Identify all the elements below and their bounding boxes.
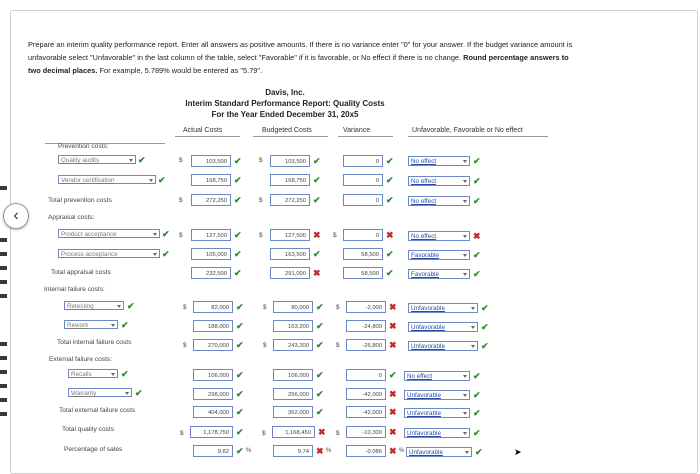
dollar-sign: $ <box>179 157 183 164</box>
sidebar-marker[interactable] <box>0 370 7 374</box>
budgeted-input-warranty[interactable]: 256,000 <box>273 388 313 400</box>
actual-input-product-acceptance[interactable]: 127,500 <box>191 229 231 241</box>
dollar-sign: $ <box>336 304 340 311</box>
effect-dropdown-product-acceptance[interactable] <box>408 231 470 241</box>
effect-dropdown-retesting[interactable] <box>408 303 478 313</box>
actual-input-retesting[interactable]: 82,000 <box>193 301 233 313</box>
internal-label: Internal failure costs: <box>44 286 105 293</box>
check-icon: ✔ <box>236 370 244 380</box>
check-icon: ✔ <box>316 389 324 399</box>
dropdown-label: Vendor certification <box>61 177 115 184</box>
effect-dropdown-percentage[interactable] <box>406 447 472 457</box>
budgeted-input-total-external[interactable]: 362,000 <box>273 406 313 418</box>
percent-sign: % <box>246 448 252 454</box>
appraisal-label: Appraisal costs: <box>48 214 95 221</box>
check-icon: ✔ <box>473 156 481 166</box>
variance-input-product-acceptance[interactable]: 0 <box>343 229 383 241</box>
header-rule <box>253 136 328 137</box>
dropdown-label: Recalls <box>71 371 92 378</box>
sidebar-marker[interactable] <box>0 252 7 256</box>
percent-sign: % <box>326 448 332 454</box>
actual-input-total-prevention[interactable]: 272,250 <box>191 194 231 206</box>
item-dropdown-retesting[interactable] <box>64 301 124 310</box>
variance-input-total-external[interactable]: -42,000 <box>346 406 386 418</box>
actual-input-total-quality[interactable]: 1,178,750 <box>190 426 233 438</box>
effect-label: No effect <box>411 158 437 165</box>
check-icon: ✔ <box>473 371 481 381</box>
effect-label: Unfavorable <box>411 305 445 312</box>
item-dropdown-rework[interactable] <box>64 320 118 329</box>
chevron-down-icon <box>463 254 467 257</box>
cross-icon: ✖ <box>389 427 397 437</box>
chevron-down-icon <box>129 159 133 162</box>
check-icon: ✔ <box>481 322 489 332</box>
budgeted-input-vendor-certification[interactable]: 168,750 <box>270 174 310 186</box>
effect-dropdown-rework[interactable] <box>408 322 478 332</box>
chevron-down-icon <box>465 451 469 454</box>
chevron-down-icon <box>463 375 467 378</box>
sidebar-marker[interactable] <box>0 356 7 360</box>
dropdown-label: Process acceptance <box>61 251 118 258</box>
dollar-sign: $ <box>179 197 183 204</box>
prevention-label: Prevention costs: <box>58 143 109 150</box>
check-icon: ✔ <box>234 268 242 278</box>
check-icon: ✔ <box>473 176 481 186</box>
check-icon: ✔ <box>386 268 394 278</box>
variance-input-retesting[interactable]: -2,000 <box>346 301 386 313</box>
total-quality-label: Total quality costs <box>62 426 115 433</box>
check-icon: ✔ <box>236 302 244 312</box>
dropdown-label: Product acceptance <box>61 231 117 238</box>
effect-label: Unfavorable <box>407 410 441 417</box>
instructions-bold2: two decimal places. <box>28 66 98 75</box>
sidebar-marker[interactable] <box>0 342 7 346</box>
chevron-down-icon <box>463 180 467 183</box>
sidebar-marker[interactable] <box>0 186 7 190</box>
budgeted-input-rework[interactable]: 163,200 <box>273 320 313 332</box>
effect-label: Favorable <box>411 252 440 259</box>
cross-icon: ✖ <box>389 340 397 350</box>
chevron-down-icon <box>111 373 115 376</box>
check-icon: ✔ <box>386 195 394 205</box>
instructions-line2: unfavorable select "Unfavorable" in the last column of the table, select "Favorable" if it is favorable, or No effect if there is no change. <box>28 53 462 62</box>
chevron-down-icon <box>463 394 467 397</box>
col-budgeted-header: Budgeted Costs <box>262 127 312 134</box>
dollar-sign: $ <box>179 232 183 239</box>
check-icon: ✔ <box>316 370 324 380</box>
effect-label: Unfavorable <box>407 392 441 399</box>
variance-input-quality-audits[interactable]: 0 <box>343 155 383 167</box>
actual-input-total-appraisal[interactable]: 232,500 <box>191 267 231 279</box>
effect-label: No effect <box>411 178 437 185</box>
check-icon: ✔ <box>481 341 489 351</box>
effect-label: Unfavorable <box>411 343 445 350</box>
dollar-sign: $ <box>262 430 266 437</box>
chevron-down-icon <box>117 305 121 308</box>
budgeted-input-quality-audits[interactable]: 103,500 <box>270 155 310 167</box>
check-icon: ✔ <box>473 196 481 206</box>
effect-dropdown-vendor-certification[interactable] <box>408 176 470 186</box>
check-icon: ✔ <box>313 195 321 205</box>
report-period: For the Year Ended December 31, 20x5 <box>211 110 359 119</box>
dropdown-label: Retesting <box>67 303 94 310</box>
actual-input-total-external[interactable]: 404,000 <box>193 406 233 418</box>
effect-dropdown-total-appraisal[interactable] <box>408 269 470 279</box>
check-icon: ✔ <box>473 269 481 279</box>
dollar-sign: $ <box>259 232 263 239</box>
effect-dropdown-total-quality[interactable] <box>404 428 470 438</box>
effect-dropdown-total-prevention[interactable] <box>408 196 470 206</box>
actual-input-percentage[interactable]: 9.82 <box>193 445 233 457</box>
actual-input-total-internal[interactable]: 270,000 <box>193 339 233 351</box>
variance-input-total-appraisal[interactable]: 58,500 <box>343 267 383 279</box>
check-icon: ✔ <box>158 175 166 185</box>
cross-icon: ✖ <box>389 321 397 331</box>
effect-dropdown-total-internal[interactable] <box>408 341 478 351</box>
cross-icon: ✖ <box>389 407 397 417</box>
budgeted-input-total-prevention[interactable]: 272,250 <box>270 194 310 206</box>
check-icon: ✔ <box>162 229 170 239</box>
check-icon: ✔ <box>473 250 481 260</box>
check-icon: ✔ <box>234 195 242 205</box>
header-rule <box>408 136 548 137</box>
check-icon: ✔ <box>473 408 481 418</box>
percentage-label: Percentage of sales <box>64 446 123 453</box>
sidebar-marker[interactable] <box>0 280 7 284</box>
effect-dropdown-quality-audits[interactable] <box>408 156 470 166</box>
check-icon: ✔ <box>236 321 244 331</box>
total-appraisal-label: Total appraisal costs <box>51 269 111 276</box>
actual-input-vendor-certification[interactable]: 168,750 <box>191 174 231 186</box>
check-icon: ✔ <box>236 407 244 417</box>
actual-input-warranty[interactable]: 298,000 <box>193 388 233 400</box>
chevron-down-icon <box>153 253 157 256</box>
cross-icon: ✖ <box>313 230 321 240</box>
effect-label: No effect <box>407 373 433 380</box>
effect-label: No effect <box>411 233 437 240</box>
check-icon: ✔ <box>313 175 321 185</box>
col-variance-header: Variance <box>343 127 371 134</box>
actual-input-recalls[interactable]: 106,000 <box>193 369 233 381</box>
check-icon: ✔ <box>236 340 244 350</box>
cross-icon: ✖ <box>389 389 397 399</box>
effect-dropdown-recalls[interactable] <box>404 371 470 381</box>
col-effect-header: Unfavorable, Favorable or No effect <box>412 127 523 134</box>
check-icon: ✔ <box>127 301 135 311</box>
check-icon: ✔ <box>386 249 394 259</box>
chevron-down-icon <box>471 345 475 348</box>
dollar-sign: $ <box>263 304 267 311</box>
effect-dropdown-process-acceptance[interactable] <box>408 250 470 260</box>
item-dropdown-process-acceptance[interactable] <box>58 249 160 258</box>
dollar-sign: $ <box>259 197 263 204</box>
total-prevention-label: Total prevention costs <box>48 197 112 204</box>
check-icon: ✔ <box>135 388 143 398</box>
budgeted-input-total-quality[interactable]: 1,168,450 <box>272 426 315 438</box>
chevron-down-icon <box>463 273 467 276</box>
sidebar-marker[interactable] <box>0 412 7 416</box>
header-rule <box>175 136 240 137</box>
sidebar-marker[interactable] <box>0 384 7 388</box>
chevron-down-icon <box>463 412 467 415</box>
dollar-sign: $ <box>259 157 263 164</box>
effect-label: Unfavorable <box>407 430 441 437</box>
variance-input-vendor-certification[interactable]: 0 <box>343 174 383 186</box>
check-icon: ✔ <box>475 447 483 457</box>
dollar-sign: $ <box>336 342 340 349</box>
chevron-down-icon <box>125 392 129 395</box>
check-icon: ✔ <box>316 407 324 417</box>
budgeted-input-recalls[interactable]: 106,000 <box>273 369 313 381</box>
variance-input-percentage[interactable]: -0.086 <box>346 445 386 457</box>
dollar-sign: $ <box>336 430 340 437</box>
instructions-line3: For example, 5.789% would be entered as "5.79". <box>99 66 263 75</box>
percent-sign: % <box>399 448 405 454</box>
budgeted-input-product-acceptance[interactable]: 127,500 <box>270 229 310 241</box>
instructions-line1: Prepare an interim quality performance report. Enter all answers as positive amounts. If there is no variance enter "0" for your answer. If the budget variance amount is <box>28 40 573 49</box>
chevron-down-icon <box>463 200 467 203</box>
variance-input-total-prevention[interactable]: 0 <box>343 194 383 206</box>
variance-input-recalls[interactable]: 0 <box>346 369 386 381</box>
col-actual-header: Actual Costs <box>183 127 223 134</box>
sidebar-marker[interactable] <box>0 238 7 242</box>
budgeted-input-retesting[interactable]: 80,000 <box>273 301 313 313</box>
check-icon: ✔ <box>313 249 321 259</box>
item-dropdown-warranty[interactable] <box>68 388 132 397</box>
sidebar-marker[interactable] <box>0 266 7 270</box>
cross-icon: ✖ <box>313 268 321 278</box>
mouse-cursor-icon: ➤ <box>514 447 522 457</box>
check-icon: ✔ <box>316 340 324 350</box>
check-icon: ✔ <box>234 156 242 166</box>
check-icon: ✔ <box>121 320 129 330</box>
item-dropdown-vendor-certification[interactable] <box>58 175 156 184</box>
chevron-down-icon <box>153 233 157 236</box>
check-icon: ✔ <box>162 249 170 259</box>
check-icon: ✔ <box>138 155 146 165</box>
dropdown-label: Quality audits <box>61 157 100 164</box>
check-icon: ✔ <box>234 249 242 259</box>
dollar-sign: $ <box>333 232 337 239</box>
dropdown-label: Rework <box>67 322 89 329</box>
chevron-down-icon <box>463 235 467 238</box>
cross-icon: ✖ <box>386 230 394 240</box>
chevron-down-icon <box>471 326 475 329</box>
check-icon: ✔ <box>316 302 324 312</box>
total-internal-label: Total internal failure costs <box>57 339 132 346</box>
check-icon: ✔ <box>473 390 481 400</box>
effect-label: No effect <box>411 198 437 205</box>
effect-dropdown-total-external[interactable] <box>404 408 470 418</box>
content-frame <box>10 10 698 474</box>
dollar-sign: $ <box>183 304 187 311</box>
check-icon: ✔ <box>234 230 242 240</box>
actual-input-quality-audits[interactable]: 103,500 <box>191 155 231 167</box>
actual-input-process-acceptance[interactable]: 105,000 <box>191 248 231 260</box>
check-icon: ✔ <box>236 446 244 456</box>
report-title: Interim Standard Performance Report: Quality Costs <box>185 99 385 108</box>
check-icon: ✔ <box>316 321 324 331</box>
dollar-sign: $ <box>180 430 184 437</box>
chevron-down-icon <box>471 307 475 310</box>
actual-input-rework[interactable]: 188,000 <box>193 320 233 332</box>
chevron-down-icon <box>463 432 467 435</box>
check-icon: ✔ <box>389 370 397 380</box>
budgeted-input-total-appraisal[interactable]: 291,000 <box>270 267 310 279</box>
chevron-down-icon <box>149 179 153 182</box>
check-icon: ✔ <box>236 427 244 437</box>
instructions <box>28 38 678 77</box>
chevron-left-icon: ‹ <box>13 207 19 224</box>
chevron-down-icon <box>463 160 467 163</box>
cross-icon: ✖ <box>389 446 397 456</box>
effect-label: Unfavorable <box>409 449 443 456</box>
chevron-down-icon <box>111 324 115 327</box>
check-icon: ✔ <box>481 303 489 313</box>
budgeted-input-percentage[interactable]: 9.74 <box>273 445 313 457</box>
check-icon: ✔ <box>473 428 481 438</box>
variance-input-warranty[interactable]: -42,000 <box>346 388 386 400</box>
variance-input-total-internal[interactable]: -26,800 <box>346 339 386 351</box>
header-rule <box>338 136 393 137</box>
left-sidebar <box>0 0 8 474</box>
dollar-sign: $ <box>263 342 267 349</box>
cross-icon: ✖ <box>318 427 326 437</box>
variance-input-total-quality[interactable]: -10,300 <box>346 426 386 438</box>
item-dropdown-quality-audits[interactable] <box>58 155 136 164</box>
variance-input-rework[interactable]: -24,800 <box>346 320 386 332</box>
company-name: Davis, Inc. <box>265 88 305 97</box>
sidebar-marker[interactable] <box>0 294 7 298</box>
instructions-bold1: Round percentage answers to <box>463 53 569 62</box>
check-icon: ✔ <box>234 175 242 185</box>
dropdown-label: Warranty <box>71 390 97 397</box>
effect-label: Unfavorable <box>411 324 445 331</box>
back-arrow-button[interactable] <box>3 203 29 229</box>
cross-icon: ✖ <box>316 446 324 456</box>
check-icon: ✔ <box>386 175 394 185</box>
total-external-label: Total external failure costs <box>59 407 136 414</box>
budgeted-input-process-acceptance[interactable]: 163,500 <box>270 248 310 260</box>
cross-icon: ✖ <box>389 302 397 312</box>
check-icon: ✔ <box>386 156 394 166</box>
external-label: External failure costs: <box>49 356 113 363</box>
check-icon: ✔ <box>236 389 244 399</box>
item-dropdown-recalls[interactable] <box>68 369 118 378</box>
effect-label: Favorable <box>411 271 440 278</box>
sidebar-marker[interactable] <box>0 398 7 402</box>
check-icon: ✔ <box>313 156 321 166</box>
dollar-sign: $ <box>183 342 187 349</box>
effect-dropdown-warranty[interactable] <box>404 390 470 400</box>
cross-icon: ✖ <box>473 231 481 241</box>
item-dropdown-product-acceptance[interactable] <box>58 229 160 238</box>
variance-input-process-acceptance[interactable]: 58,500 <box>343 248 383 260</box>
check-icon: ✔ <box>121 369 129 379</box>
budgeted-input-total-internal[interactable]: 243,200 <box>273 339 313 351</box>
